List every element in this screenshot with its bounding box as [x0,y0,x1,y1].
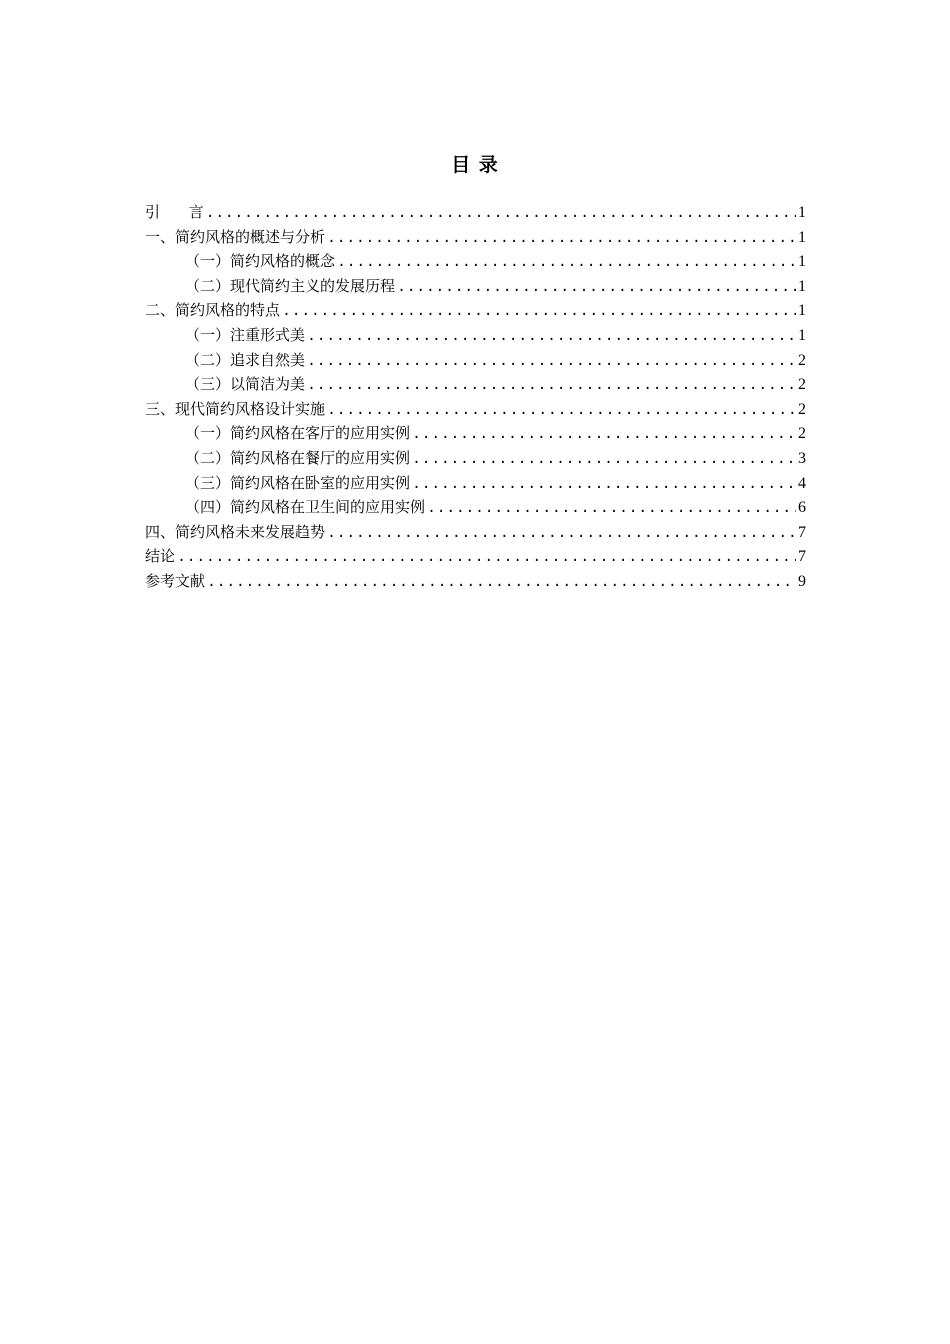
toc-entry-page: 1 [798,253,806,271]
dot-leader [412,448,796,473]
toc-entry-page: 2 [798,425,806,443]
toc-entry-label: 四、简约风格未来发展趋势 [145,522,326,541]
toc-entry-page: 4 [798,474,806,492]
toc-entry-3-3[interactable] [145,471,806,496]
toc-entry-page: 2 [798,376,806,394]
table-of-contents [145,200,806,594]
toc-entry-page: 1 [798,326,806,344]
dot-leader [327,399,796,424]
toc-entry-page: 2 [798,400,806,418]
toc-entry-label: （四）简约风格在卫生间的应用实例 [185,498,426,517]
toc-entry-1-1[interactable] [145,249,806,274]
toc-entry-label: （二）追求自然美 [185,350,306,369]
dot-leader [307,374,796,399]
toc-entry-page: 2 [798,351,806,369]
toc-entry-label: （一）简约风格的概念 [185,252,336,271]
toc-entry-label: （三）以简洁为美 [185,375,306,394]
dot-leader [307,350,796,375]
toc-entry-page: 7 [798,548,806,566]
dot-leader [206,202,796,227]
dot-leader [427,497,796,522]
dot-leader [177,546,796,571]
toc-entry-chapter-4[interactable] [145,520,806,545]
toc-entry-chapter-1[interactable] [145,225,806,250]
toc-entry-3-1[interactable] [145,421,806,446]
toc-entry-page: 1 [798,277,806,295]
dot-leader [327,227,796,252]
dot-leader [412,423,796,448]
dot-leader [412,473,796,498]
toc-entry-label: （二）简约风格在餐厅的应用实例 [185,448,411,467]
toc-entry-label: 二、简约风格的特点 [145,301,281,320]
toc-entry-3-4[interactable] [145,495,806,520]
toc-entry-1-2[interactable] [145,274,806,299]
toc-entry-references[interactable] [145,569,806,594]
toc-entry-label: 三、现代简约风格设计实施 [145,399,326,418]
toc-entry-label: 一、简约风格的概述与分析 [145,227,326,246]
toc-entry-conclusion[interactable] [145,544,806,569]
toc-entry-page: 1 [798,302,806,320]
toc-entry-label: 结论 [145,547,176,566]
toc-entry-page: 3 [798,449,806,467]
toc-entry-label: （二）现代简约主义的发展历程 [185,276,396,295]
toc-entry-page: 7 [798,523,806,541]
dot-leader [327,522,796,547]
dot-leader [307,325,796,350]
toc-entry-2-1[interactable] [145,323,806,348]
toc-entry-2-2[interactable] [145,348,806,373]
toc-entry-label: （一）注重形式美 [185,325,306,344]
dot-leader [397,276,796,301]
toc-entry-3-2[interactable] [145,446,806,471]
toc-entry-chapter-3[interactable] [145,397,806,422]
toc-entry-page: 1 [798,204,806,221]
toc-entry-label: 参考文献 [145,571,206,590]
toc-entry-2-3[interactable] [145,372,806,397]
toc-entry-label: 引 言 [145,203,204,221]
toc-entry-chapter-2[interactable] [145,298,806,323]
toc-entry-label: （一）简约风格在客厅的应用实例 [185,424,411,443]
dot-leader [207,571,796,596]
dot-leader [282,300,796,325]
toc-entry-page: 6 [798,499,806,517]
toc-entry-page: 1 [798,228,806,246]
toc-entry-label: （三）简约风格在卧室的应用实例 [185,473,411,492]
toc-entry-page: 9 [798,572,806,590]
dot-leader [337,251,796,276]
toc-title: 目 录 [451,154,499,176]
toc-entry-introduction[interactable] [145,200,806,225]
